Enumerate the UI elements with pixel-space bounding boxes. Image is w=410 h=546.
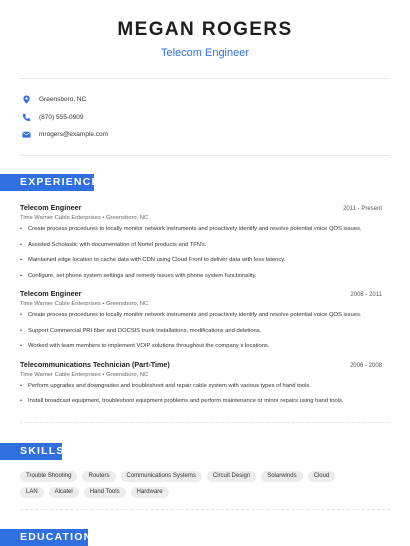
skill-chip: Hand Tools — [84, 487, 126, 498]
location-text: Greensboro, NC — [39, 96, 87, 104]
job-bullet: • Create process procedures to locally monitor network instruments and proactively identify and resolve potential voice QOS issues. — [20, 312, 382, 328]
job-bullet: • Support Commercial PRI fiber and DOCSIS trunk installations, modifications and deletions. — [20, 328, 382, 344]
location-pin-icon — [22, 95, 31, 104]
experience-section — [0, 172, 410, 414]
experience-divider — [20, 422, 390, 423]
contact-phone — [22, 109, 410, 127]
job-bullet: • Assisted Scholastic with documentation of Nortel products and TFN's. — [20, 242, 382, 258]
skills-divider — [20, 509, 390, 510]
email-icon — [22, 130, 31, 139]
job-bullet: • Create process procedures to locally monitor network instruments and proactively identify and resolve potential voice QOS issues. — [20, 226, 382, 242]
phone-icon — [22, 113, 31, 122]
skill-chip: Trouble Shooting — [20, 471, 77, 482]
skill-chip: Hardware — [131, 487, 169, 498]
skill-chip: Cloud — [308, 471, 336, 482]
candidate-title: Telecom Engineer — [160, 47, 250, 59]
job-dates: 2008 - 2011 — [350, 292, 382, 298]
contact-list — [0, 79, 410, 155]
resume-header — [0, 0, 410, 60]
job-bullet: • Perform upgrades and downgrades and troubleshoot and repair cable system with various types of hand tools. — [20, 383, 382, 399]
job-entry-1 — [0, 203, 410, 288]
job-title: Telecom Engineer — [20, 203, 82, 212]
skills-list — [0, 471, 370, 498]
contact-location — [22, 91, 410, 109]
education-section — [0, 527, 410, 546]
phone-text: (870) 555-0909 — [39, 113, 84, 121]
job-dates: 2011 - Present — [343, 206, 382, 212]
experience-heading: EXPERIENCE — [0, 174, 94, 191]
skills-heading: SKILLS — [0, 443, 62, 460]
skill-chip: Circuit Design — [207, 471, 256, 482]
job-company: Time Warner Cable Enterprises • Greensboro, NC — [20, 301, 149, 307]
job-bullet: • Maintained edge location to cache data with CDN using Cloud Front to deliver data with less latency. — [20, 257, 382, 273]
skill-chip: LAN — [20, 487, 44, 498]
skill-chip: Routers — [82, 471, 115, 482]
contact-divider — [20, 155, 390, 156]
job-company: Time Warner Cable Enterprises • Greensboro, NC — [20, 371, 149, 378]
job-bullet: • Worked with team members to implement VOIP solutions throughout the company s locations. — [20, 343, 382, 359]
job-entry-2 — [0, 289, 410, 359]
skill-chip: Alcatel — [49, 487, 79, 498]
job-bullet: • Configure, set phone system settings and remedy issues with phone system functionality. — [20, 273, 382, 289]
skills-section — [0, 441, 410, 498]
skill-chip: Communications Systems — [121, 471, 202, 482]
education-heading: EDUCATION — [0, 529, 88, 546]
candidate-name: MEGAN ROGERS — [117, 19, 293, 40]
job-title: Telecommunications Technician (Part-Time) — [20, 359, 170, 369]
job-title: Telecom Engineer — [20, 289, 82, 298]
email-text: mrogers@example.com — [39, 131, 109, 139]
job-bullet: • Install broadcast equipment, troubleshoot equipment problems and perform maintenance or minor repairs using hand tools. — [20, 398, 382, 414]
job-entry-3 — [0, 360, 410, 414]
skill-chip: Solarwinds — [261, 471, 302, 482]
job-company: Time Warner Cable Enterprises • Greensboro, NC — [20, 215, 149, 221]
job-dates: 2006 - 2008 — [349, 362, 382, 369]
contact-email — [22, 126, 410, 144]
